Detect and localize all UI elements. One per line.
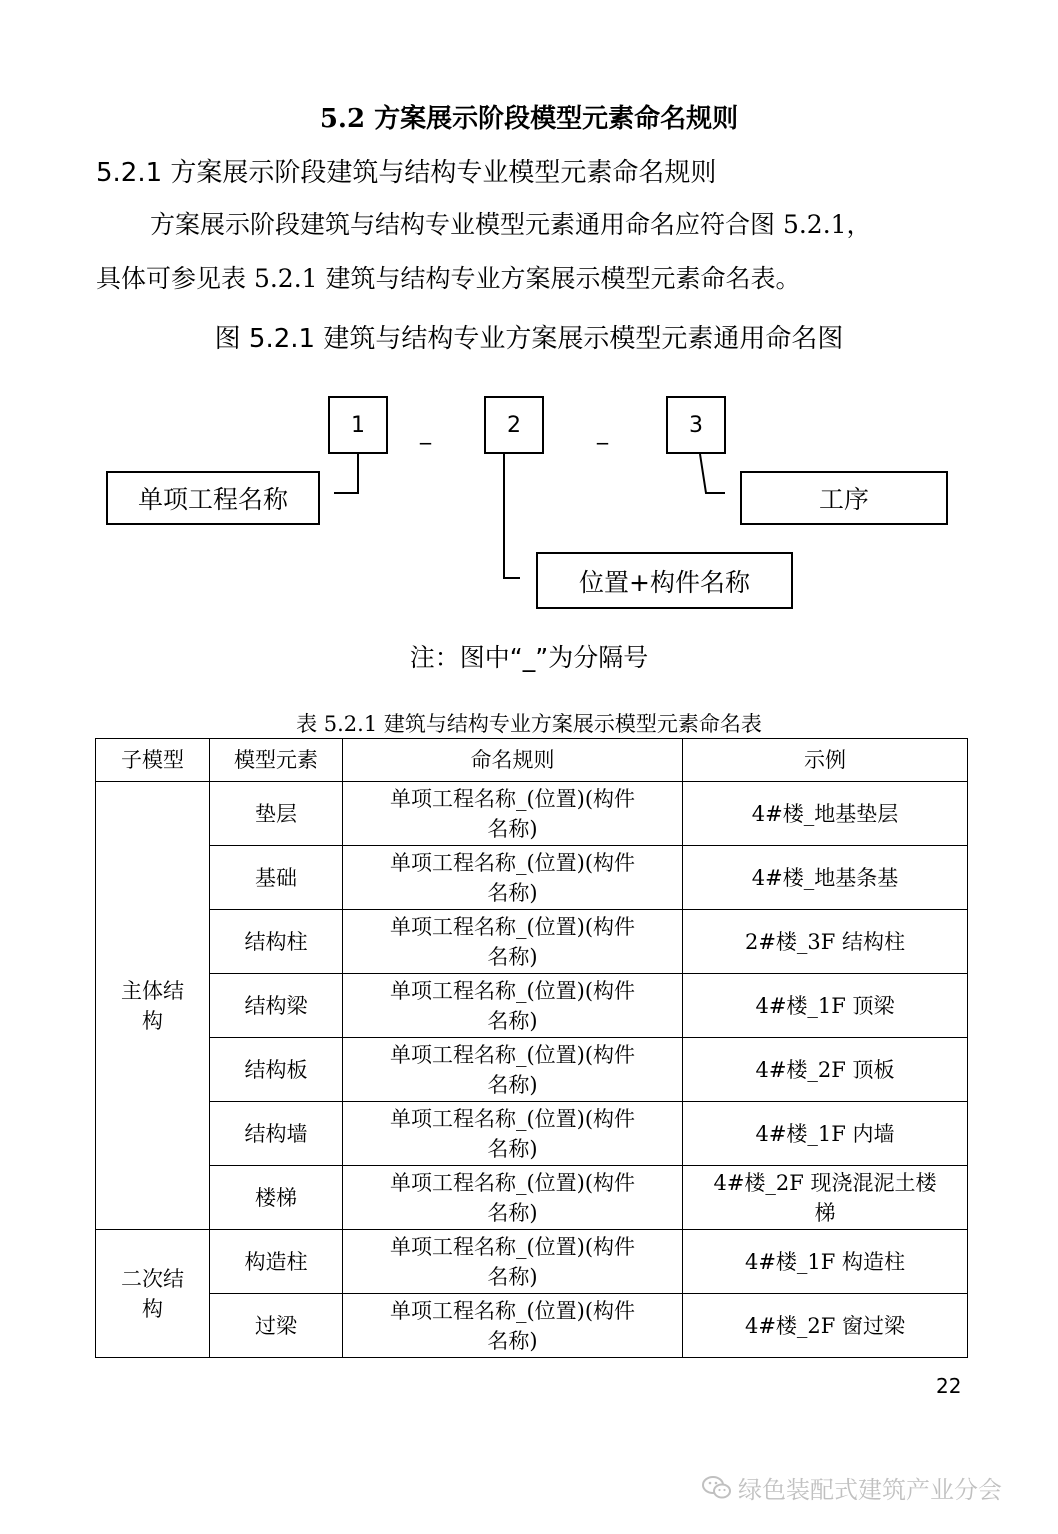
example-cell: 4#楼_2F 顶板 xyxy=(683,1038,968,1102)
group-name: 二次结 xyxy=(121,1266,184,1291)
example-cell: 4#楼_地基垫层 xyxy=(683,782,968,846)
rule-text: 单项工程名称_(位置)(构件 xyxy=(389,1042,636,1067)
element-cell: 基础 xyxy=(210,846,343,910)
diagram-box-3: 3 xyxy=(666,396,726,454)
header-example: 示例 xyxy=(683,739,968,782)
rule-text-cont: 名称) xyxy=(487,1264,538,1289)
rule-text: 单项工程名称_(位置)(构件 xyxy=(389,914,636,939)
example-text-cont: 梯 xyxy=(814,1200,836,1225)
section-heading: 5.2 方案展示阶段模型元素命名规则 xyxy=(319,104,739,134)
table-row xyxy=(96,974,968,1038)
rule-text-cont: 名称) xyxy=(487,880,538,905)
table-row xyxy=(96,910,968,974)
rule-text: 单项工程名称_(位置)(构件 xyxy=(389,978,636,1003)
connector-line-1 xyxy=(334,454,358,493)
table-header-row xyxy=(96,739,968,782)
rule-text-cont: 名称) xyxy=(487,1328,538,1353)
figure-caption: 图 5.2.1 建筑与结构专业方案展示模型元素通用命名图 xyxy=(214,324,844,354)
watermark-text: 绿色装配式建筑产业分会 xyxy=(738,1476,1002,1504)
table-row xyxy=(96,782,968,846)
element-cell: 结构梁 xyxy=(210,974,343,1038)
rule-text-cont: 名称) xyxy=(487,816,538,841)
page-number: 22 xyxy=(936,1374,962,1398)
group-cell xyxy=(96,782,210,1230)
rule-text-cont: 名称) xyxy=(487,1008,538,1033)
label-process: 工序 xyxy=(740,471,948,525)
group-name: 主体结 xyxy=(121,978,184,1003)
rule-text-cont: 名称) xyxy=(487,1072,538,1097)
separator-1: _ xyxy=(420,420,431,445)
wechat-icon xyxy=(702,1475,732,1501)
rule-text: 单项工程名称_(位置)(构件 xyxy=(389,1234,636,1259)
header-element: 模型元素 xyxy=(210,739,343,782)
example-cell: 4#楼_1F 顶梁 xyxy=(683,974,968,1038)
rule-text-cont: 名称) xyxy=(487,1200,538,1225)
connector-line-2 xyxy=(504,454,520,578)
connector-line-3 xyxy=(700,454,725,493)
diagram-note: 注：图中“_”为分隔号 xyxy=(409,643,649,672)
table-caption: 表 5.2.1 建筑与结构专业方案展示模型元素命名表 xyxy=(296,712,762,736)
rule-text: 单项工程名称_(位置)(构件 xyxy=(389,850,636,875)
paragraph-line-1: 方案展示阶段建筑与结构专业模型元素通用命名应符合图 5.2.1， xyxy=(150,210,872,239)
example-cell: 4#楼_地基条基 xyxy=(683,846,968,910)
element-cell: 楼梯 xyxy=(210,1166,343,1230)
group-name-cont: 构 xyxy=(142,1008,163,1033)
group-cell xyxy=(96,1230,210,1358)
table-row xyxy=(96,846,968,910)
rule-text: 单项工程名称_(位置)(构件 xyxy=(389,1106,636,1131)
diagram-box-2: 2 xyxy=(484,396,544,454)
header-submodel: 子模型 xyxy=(96,739,210,782)
example-cell: 4#楼_2F 窗过梁 xyxy=(683,1294,968,1358)
rule-text-cont: 名称) xyxy=(487,1136,538,1161)
header-rule: 命名规则 xyxy=(343,739,683,782)
rule-cell xyxy=(343,910,683,974)
rule-cell xyxy=(343,1102,683,1166)
example-cell: 4#楼_1F 构造柱 xyxy=(683,1230,968,1294)
rule-cell xyxy=(343,1294,683,1358)
rule-cell xyxy=(343,782,683,846)
table-row xyxy=(96,1102,968,1166)
example-cell: 2#楼_3F 结构柱 xyxy=(683,910,968,974)
rule-cell xyxy=(343,974,683,1038)
separator-2: _ xyxy=(597,420,608,445)
label-project-name: 单项工程名称 xyxy=(106,471,320,525)
element-cell: 构造柱 xyxy=(210,1230,343,1294)
example-text: 4#楼_2F 现浇混泥土楼 xyxy=(713,1170,937,1195)
example-cell: 4#楼_1F 内墙 xyxy=(683,1102,968,1166)
rule-cell xyxy=(343,846,683,910)
rule-cell xyxy=(343,1230,683,1294)
paragraph-line-2: 具体可参见表 5.2.1 建筑与结构专业方案展示模型元素命名表。 xyxy=(96,264,801,293)
diagram-box-1: 1 xyxy=(328,396,388,454)
element-cell: 结构墙 xyxy=(210,1102,343,1166)
element-cell: 结构板 xyxy=(210,1038,343,1102)
group-name-cont: 构 xyxy=(142,1296,163,1321)
table-row xyxy=(96,1038,968,1102)
element-cell: 过梁 xyxy=(210,1294,343,1358)
watermark xyxy=(702,1470,1002,1505)
example-cell xyxy=(683,1166,968,1230)
element-cell: 垫层 xyxy=(210,782,343,846)
rule-text: 单项工程名称_(位置)(构件 xyxy=(389,1170,636,1195)
table-row xyxy=(96,1230,968,1294)
connector-lines xyxy=(0,0,1058,640)
rule-text: 单项工程名称_(位置)(构件 xyxy=(389,1298,636,1323)
rule-text-cont: 名称) xyxy=(487,944,538,969)
rule-cell xyxy=(343,1166,683,1230)
subsection-heading: 5.2.1 方案展示阶段建筑与结构专业模型元素命名规则 xyxy=(96,158,717,188)
rule-text: 单项工程名称_(位置)(构件 xyxy=(389,786,636,811)
label-position-component: 位置+构件名称 xyxy=(536,552,793,609)
element-cell: 结构柱 xyxy=(210,910,343,974)
naming-table xyxy=(95,738,968,1358)
rule-cell xyxy=(343,1038,683,1102)
table-row xyxy=(96,1294,968,1358)
table-row xyxy=(96,1166,968,1230)
